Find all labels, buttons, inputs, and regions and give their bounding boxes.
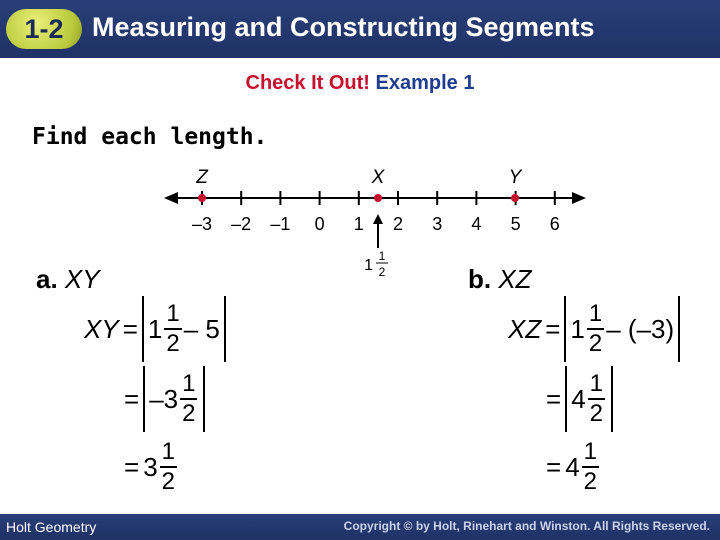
frac-num: 1	[583, 438, 598, 465]
part-a-frac1	[164, 302, 181, 356]
part-a-line3	[120, 440, 179, 494]
label-x: X	[371, 167, 385, 188]
part-a-whole1: 1	[147, 313, 163, 344]
problem-prompt: Find each length.	[32, 124, 268, 150]
example-label: Example 1	[375, 72, 475, 94]
slide-subtitle	[0, 72, 720, 95]
part-a-line1	[84, 296, 226, 362]
tick-label: 0	[314, 214, 325, 234]
part-a-eq1: =	[122, 313, 138, 344]
tick-label: –1	[270, 214, 291, 234]
part-b-frac2	[588, 372, 605, 426]
part-b-heading	[468, 264, 532, 295]
x-value-den: 2	[378, 265, 386, 279]
tick-label: 1	[353, 214, 364, 234]
part-a-frac3	[160, 440, 177, 494]
tick-label: 3	[432, 214, 443, 234]
frac-num: 1	[166, 300, 180, 327]
part-a-abs1	[142, 296, 226, 362]
part-a-line2	[120, 366, 205, 432]
part-a-eq2: =	[124, 383, 140, 414]
part-b-frac3	[582, 440, 599, 494]
part-a-frac2	[180, 372, 197, 426]
tick-label: 6	[549, 214, 560, 234]
part-b-line1	[508, 296, 680, 362]
point-y	[511, 194, 519, 202]
footer-bar	[0, 514, 720, 540]
check-it-out-label: Check It Out!	[245, 72, 370, 94]
label-y: Y	[508, 167, 522, 188]
x-value-num: 1	[378, 249, 386, 263]
part-b-line2	[542, 366, 613, 432]
frac-num: 1	[589, 370, 604, 397]
footer-copyright: Copyright © by Holt, Rinehart and Winston. All Rights Reserved.	[343, 519, 710, 533]
frac-den: 2	[588, 330, 603, 357]
label-z: Z	[196, 167, 208, 188]
number-line	[160, 160, 600, 290]
part-b-letter: b.	[468, 264, 492, 294]
tick-label: 2	[392, 214, 404, 234]
tick-label: 4	[471, 214, 482, 234]
frac-num: 1	[161, 438, 176, 465]
part-b-frac1	[587, 302, 604, 356]
part-b-lhs: XZ	[508, 313, 542, 344]
tick-label: 5	[510, 214, 521, 234]
left-arrow-icon	[164, 192, 178, 204]
part-a-lhs: XY	[84, 313, 119, 344]
frac-den: 2	[583, 468, 598, 495]
frac-den: 2	[182, 400, 196, 427]
frac-den: 2	[161, 468, 176, 495]
tick-label: –3	[191, 214, 213, 234]
footer-course: Holt Geometry	[6, 519, 97, 535]
part-b-whole2: 4	[571, 383, 586, 414]
frac-num: 1	[182, 370, 196, 397]
part-b-eq1: =	[545, 313, 561, 344]
x-pointer-arrow-icon	[373, 214, 383, 224]
point-x	[374, 194, 382, 202]
part-a-segment: XY	[64, 264, 100, 294]
lesson-badge: 1-2	[6, 9, 82, 49]
part-a-letter: a.	[36, 264, 58, 294]
part-a-heading	[36, 264, 100, 295]
part-b-eq2: =	[546, 383, 562, 414]
frac-num: 1	[588, 300, 603, 327]
part-a-rest1: – 5	[183, 313, 220, 344]
part-a-abs2	[143, 366, 205, 432]
part-b-whole3: 4	[565, 451, 580, 482]
part-b-abs1	[564, 296, 680, 362]
part-b-segment: XZ	[498, 264, 532, 294]
part-b-abs2	[565, 366, 613, 432]
part-a-sign2: –3	[149, 383, 179, 414]
part-b-eq3: =	[546, 451, 562, 482]
part-b-rest1: – (–3)	[606, 313, 675, 344]
right-arrow-icon	[572, 192, 586, 204]
header-bar	[0, 0, 720, 58]
frac-den: 2	[589, 400, 604, 427]
frac-den: 2	[166, 330, 180, 357]
point-z	[198, 194, 206, 202]
part-b-line3	[542, 440, 601, 494]
part-a-eq3: =	[124, 451, 140, 482]
lesson-title: Measuring and Constructing Segments	[92, 12, 595, 42]
x-value-whole: 1	[364, 257, 373, 274]
part-a-whole3: 3	[143, 451, 158, 482]
part-b-whole1: 1	[570, 313, 585, 344]
tick-label: –2	[231, 214, 252, 234]
